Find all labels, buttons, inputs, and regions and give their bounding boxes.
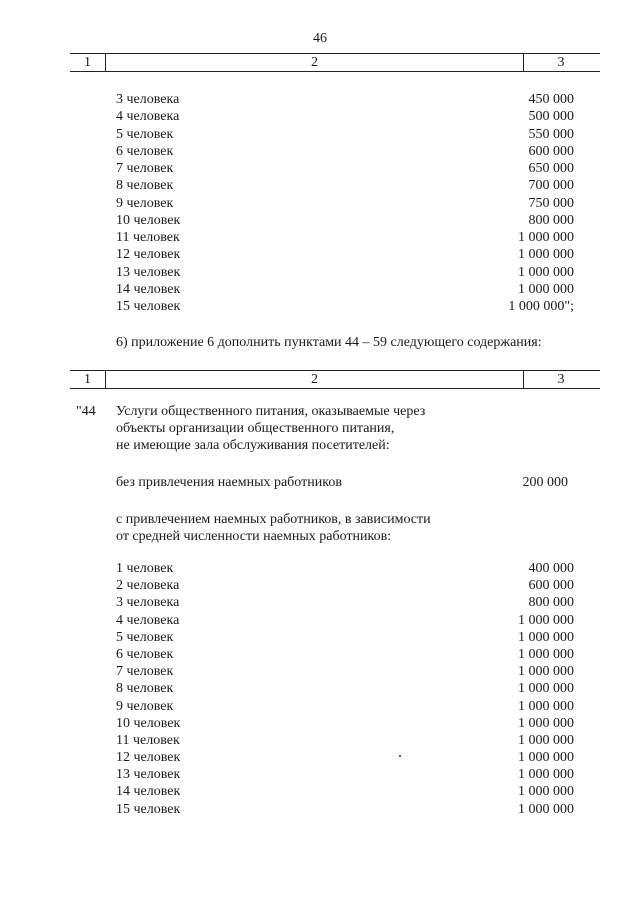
item-rows — [0, 560, 640, 818]
row-label: 7 человек — [116, 664, 174, 680]
item-title-line: не имеющие зала обслуживания посетителей: — [116, 438, 390, 453]
table-row — [0, 612, 640, 629]
column-header-1: 1 — [84, 372, 91, 387]
with-employees-line: от средней численности наемных работников: — [116, 529, 392, 544]
no-employees-label: без привлечения наемных работников — [116, 475, 342, 490]
row-value: 1 000 000 — [518, 767, 574, 783]
row-label: 3 человека — [116, 595, 180, 611]
column-header-2: 2 — [105, 54, 524, 71]
row-value: 1 000 000 — [518, 732, 574, 748]
no-employees-value: 200 000 — [522, 475, 568, 490]
row-value: 450 000 — [528, 92, 574, 107]
row-label: 9 человек — [116, 698, 174, 714]
row-label: 4 человека — [116, 612, 180, 628]
table-row — [0, 577, 640, 594]
row-value: 1 000 000 — [518, 281, 574, 297]
row-label: 4 человека — [116, 109, 180, 125]
item-number: "44 — [76, 404, 96, 419]
row-value: 1 000 000 — [518, 264, 574, 280]
table-row — [0, 698, 640, 715]
row-label: 14 человек — [116, 784, 181, 800]
row-label: 5 человек — [116, 629, 174, 645]
column-header-1: 1 — [84, 55, 91, 70]
row-label: 6 человек — [116, 646, 174, 662]
row-label: 9 человек — [116, 195, 174, 211]
row-value: 500 000 — [528, 109, 574, 125]
table-row — [0, 177, 640, 194]
section1-rows — [0, 91, 640, 315]
row-value: 1 000 000 — [518, 681, 574, 697]
item-title-line: Услуги общественного питания, оказываемые через — [116, 404, 426, 419]
row-label: 15 человек — [116, 299, 181, 314]
row-value: 750 000 — [528, 195, 574, 211]
row-value: 1 000 000 — [518, 612, 574, 628]
row-label: 8 человек — [116, 681, 174, 697]
column-header-3: 3 — [557, 372, 565, 387]
row-value: 1 000 000 — [518, 784, 574, 800]
row-value: 1 000 000 — [518, 801, 574, 817]
row-value: 550 000 — [528, 126, 574, 142]
table-header-2 — [70, 370, 600, 389]
table-header — [70, 53, 600, 72]
row-value: 400 000 — [528, 561, 574, 576]
row-label: 8 человек — [116, 178, 174, 194]
row-label: 7 человек — [116, 161, 174, 176]
column-header-2: 2 — [105, 371, 524, 388]
with-employees-line: с привлечением наемных работников, в зависимости — [116, 512, 431, 527]
table-row — [0, 594, 640, 611]
table-row — [0, 629, 640, 646]
table-row — [0, 749, 640, 766]
row-value: 1 000 000 — [518, 646, 574, 662]
row-label: 11 человек — [116, 732, 180, 748]
row-label: 3 человека — [116, 92, 180, 107]
item-title-line: объекты организации общественного питания, — [116, 421, 395, 436]
row-value: 800 000 — [528, 595, 574, 611]
row-value: 700 000 — [528, 178, 574, 194]
table-row — [0, 229, 640, 246]
row-value: 650 000 — [528, 161, 574, 176]
table-row — [0, 766, 640, 783]
row-label: 13 человек — [116, 767, 181, 783]
row-label: 11 человек — [116, 230, 180, 245]
row-label: 1 человек — [116, 561, 174, 576]
scan-speck — [399, 755, 401, 757]
row-label: 5 человек — [116, 126, 174, 142]
row-value: 600 000 — [528, 143, 574, 159]
table-row — [0, 264, 640, 281]
table-row — [0, 680, 640, 697]
row-label: 10 человек — [116, 715, 181, 731]
table-row — [0, 160, 640, 177]
table-row — [0, 783, 640, 800]
row-label: 12 человек — [116, 247, 181, 263]
row-value: 1 000 000 — [518, 664, 574, 680]
table-row — [0, 126, 640, 143]
row-value: 1 000 000 — [518, 230, 574, 245]
row-value: 600 000 — [528, 578, 574, 594]
table-row — [0, 801, 640, 818]
table-row — [0, 246, 640, 263]
row-label: 12 человек — [116, 750, 181, 766]
table-row — [0, 560, 640, 577]
row-value: 1 000 000 — [518, 247, 574, 263]
page-number: 46 — [313, 31, 327, 46]
row-label: 14 человек — [116, 281, 181, 297]
table-row — [0, 91, 640, 108]
table-row — [0, 143, 640, 160]
table-row — [0, 195, 640, 212]
table-row — [0, 646, 640, 663]
row-value: 1 000 000 — [518, 715, 574, 731]
table-row — [0, 732, 640, 749]
row-value: 1 000 000 — [518, 698, 574, 714]
row-value: 1 000 000 — [518, 750, 574, 766]
column-header-3: 3 — [557, 55, 565, 70]
row-label: 6 человек — [116, 143, 174, 159]
table-row — [0, 281, 640, 298]
row-value: 800 000 — [528, 212, 574, 228]
table-row — [0, 212, 640, 229]
row-value: 1 000 000 — [518, 629, 574, 645]
row-label: 10 человек — [116, 212, 181, 228]
table-row — [0, 298, 640, 315]
table-row — [0, 108, 640, 125]
row-label: 2 человека — [116, 578, 180, 594]
table-row — [0, 663, 640, 680]
amendment-text: 6) приложение 6 дополнить пунктами 44 – 59 следующего содержания: — [116, 335, 542, 350]
row-label: 15 человек — [116, 801, 181, 817]
table-row — [0, 715, 640, 732]
row-value: 1 000 000"; — [508, 299, 574, 314]
row-label: 13 человек — [116, 264, 181, 280]
